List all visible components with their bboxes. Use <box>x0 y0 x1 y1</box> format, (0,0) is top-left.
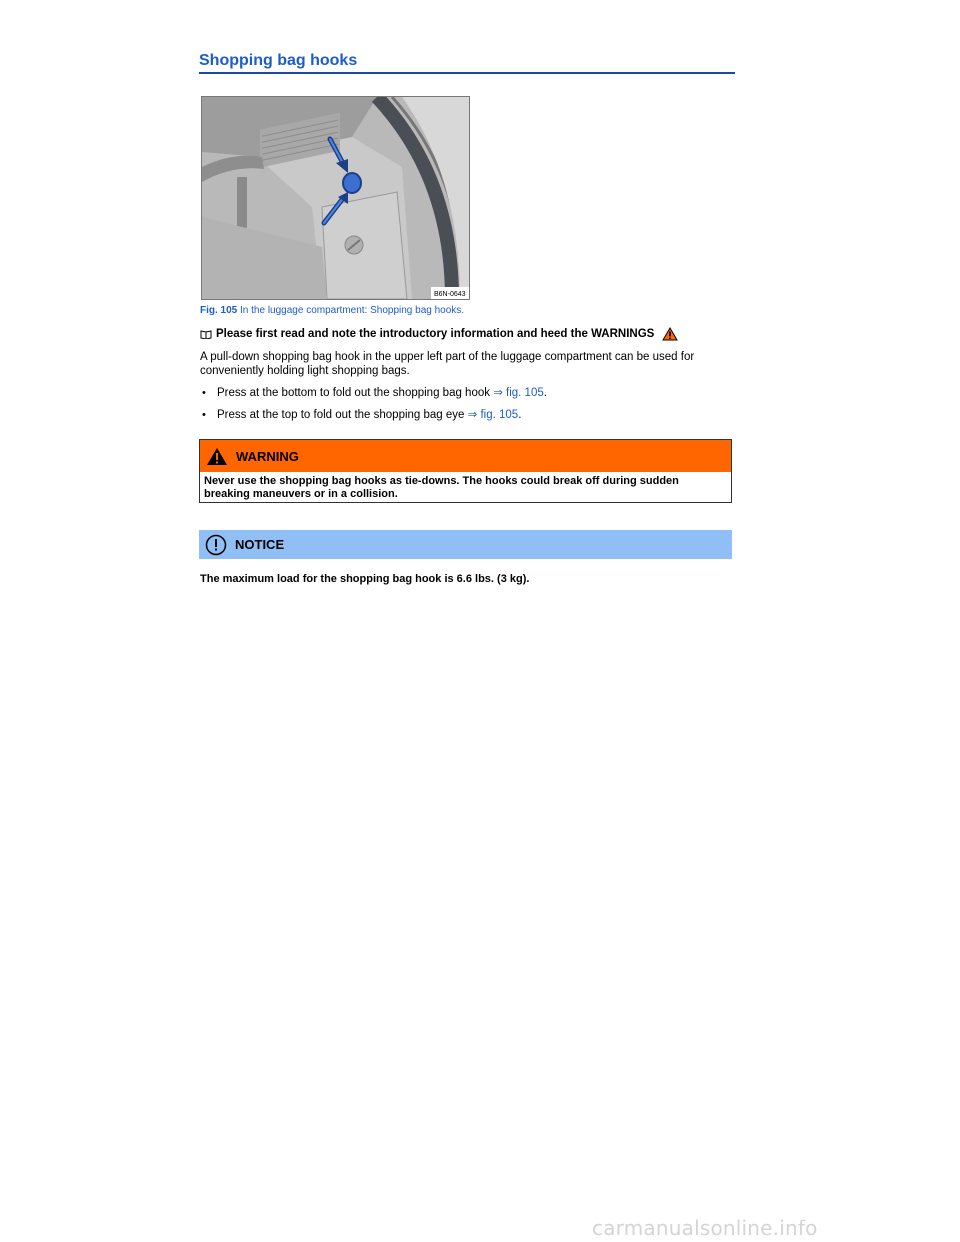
watermark: carmanualsonline.info <box>592 1216 818 1240</box>
warning-header <box>200 440 731 472</box>
intro-note <box>200 327 678 341</box>
page-heading <box>199 52 735 74</box>
figure-link[interactable]: ⇒ fig. 105 <box>493 387 544 399</box>
exclamation-circle-icon <box>205 534 227 556</box>
intro-text: Please first read and note the introductory information and heed the WARNINGS <box>216 328 655 340</box>
figure-caption <box>200 305 464 316</box>
list-item: • Press at the bottom to fold out the shopping bag hook ⇒ fig. 105. <box>200 386 730 408</box>
warning-icon <box>206 447 228 466</box>
warning-box <box>199 439 732 503</box>
notice-text: The maximum load for the shopping bag hook is 6.6 lbs. (3 kg). <box>200 573 530 585</box>
page-title: Shopping bag hooks <box>199 52 358 69</box>
description-paragraph: A pull-down shopping bag hook in the upper left part of the luggage compartment can be used for conveniently holding light shopping bags. <box>200 351 695 377</box>
warning-title: WARNING <box>236 448 299 464</box>
notice-header <box>199 530 732 559</box>
notice-title: NOTICE <box>235 537 285 552</box>
figure-link[interactable]: ⇒ fig. 105 <box>467 409 519 421</box>
warning-triangle-icon[interactable] <box>662 327 678 341</box>
figure-caption-text: In the luggage compartment: Shopping bag hooks. <box>240 305 465 316</box>
figure-code: B6N-0643 <box>434 291 466 298</box>
book-icon <box>200 329 212 339</box>
instruction-list <box>200 386 730 430</box>
list-item: • Press at the top to fold out the shopping bag eye ⇒ fig. 105. <box>200 408 730 430</box>
figure-luggage-compartment <box>201 96 470 300</box>
warning-text: Never use the shopping bag hooks as tie-downs. The hooks could break off during sudden breaking maneuvers or in a collision. <box>204 475 679 500</box>
luggage-compartment-illustration <box>202 97 469 299</box>
figure-caption-number: Fig. 105 <box>200 305 238 316</box>
